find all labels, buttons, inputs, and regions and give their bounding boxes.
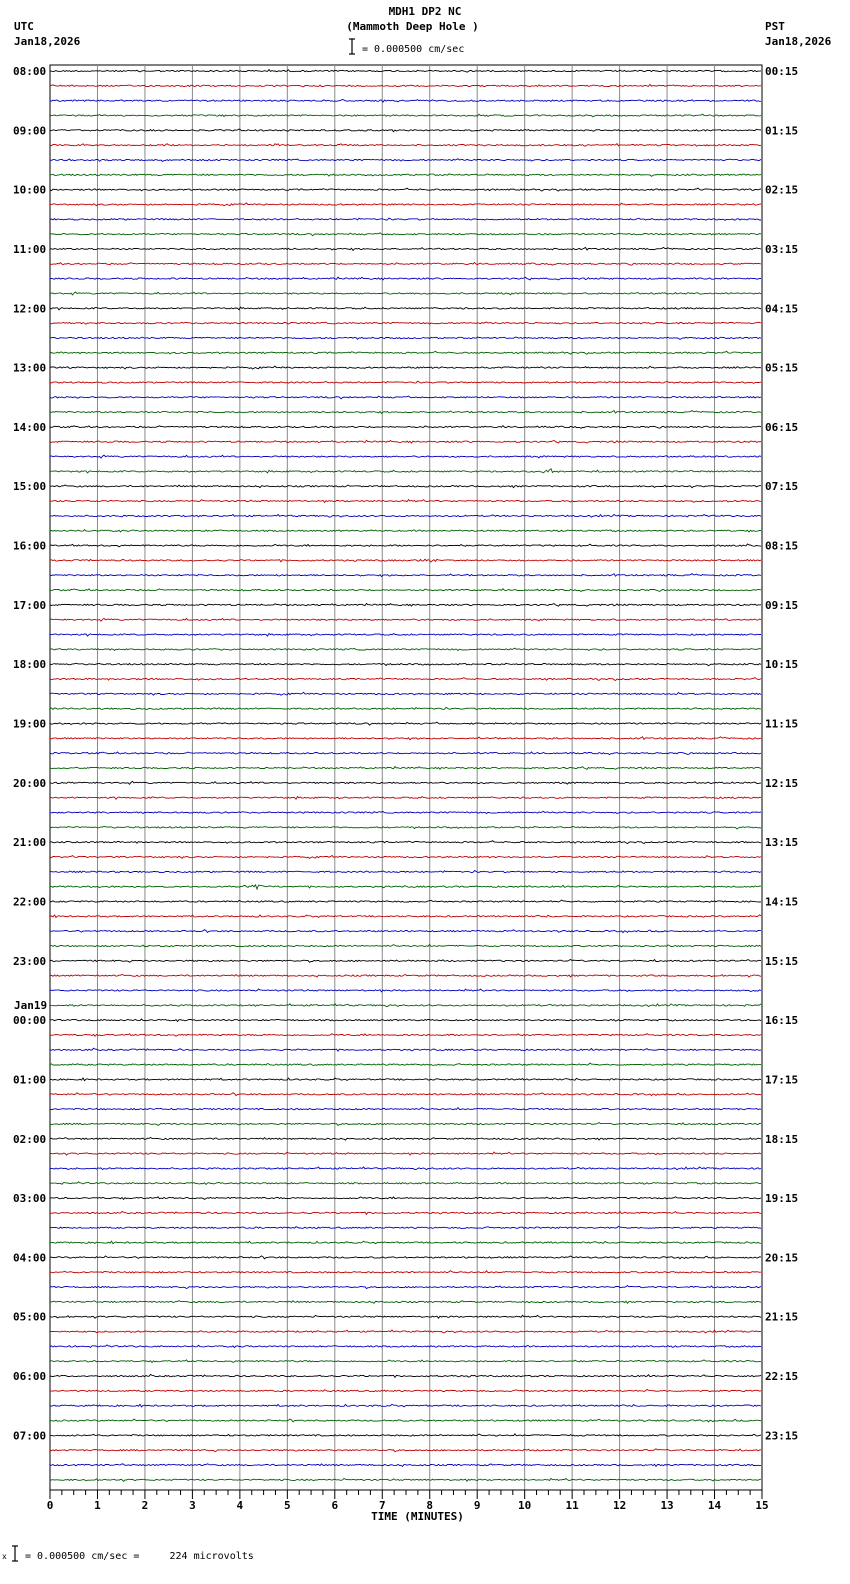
x-tick-label: 7 (378, 1499, 386, 1512)
utc-hour-label: 19:00 (13, 717, 47, 731)
trace-line (50, 633, 761, 636)
trace-line (50, 722, 761, 725)
trace-line (50, 871, 761, 873)
trace-line (50, 129, 761, 132)
x-axis-label: TIME (MINUTES) (371, 1510, 464, 1523)
trace-line (50, 1108, 761, 1110)
x-tick-label: 14 (707, 1499, 722, 1512)
trace-line (50, 100, 761, 103)
x-tick-label: 8 (426, 1499, 434, 1512)
pst-hour-label: 07:15 (765, 480, 799, 494)
trace-line (50, 1375, 761, 1378)
trace-line (50, 277, 761, 280)
trace-line (50, 1004, 761, 1007)
trace-line (50, 885, 761, 889)
trace-line (50, 426, 761, 429)
left-date: Jan18,2026 (14, 35, 81, 48)
station-location: (Mammoth Deep Hole ) (346, 20, 479, 33)
x-tick-label: 13 (660, 1499, 674, 1512)
pst-hour-label: 02:15 (765, 183, 799, 197)
trace-line (50, 1167, 761, 1170)
utc-hour-label: 02:00 (13, 1132, 47, 1146)
station-title: MDH1 DP2 NC (388, 5, 462, 18)
trace-line (50, 366, 761, 369)
pst-hour-label: 18:15 (765, 1132, 799, 1146)
trace-line (50, 1123, 761, 1126)
x-tick-label: 4 (236, 1499, 244, 1512)
trace-line (50, 70, 761, 73)
trace-line (50, 1093, 761, 1096)
trace-line (50, 618, 761, 621)
x-tick-label: 12 (612, 1499, 627, 1512)
trace-line (50, 218, 761, 220)
trace-line (50, 174, 761, 176)
trace-line (50, 188, 761, 191)
scale-text: = 0.000500 cm/sec (362, 44, 465, 55)
trace-line (50, 1434, 761, 1436)
trace-line (50, 1241, 761, 1244)
x-tick-label: 6 (331, 1499, 339, 1512)
trace-line (50, 974, 761, 977)
x-tick-label: 3 (189, 1499, 196, 1512)
trace-line (50, 1034, 761, 1037)
utc-hour-label: 18:00 (13, 658, 47, 672)
trace-line (50, 945, 761, 947)
footer-scale-text: = 0.000500 cm/sec = 224 microvolts (25, 1551, 254, 1562)
trace-line (50, 144, 761, 147)
trace-line (50, 381, 761, 383)
x-tick-label: 11 (565, 1499, 579, 1512)
trace-group (50, 70, 761, 1482)
trace-line (50, 559, 761, 562)
right-date: Jan18,2026 (765, 35, 832, 48)
trace-line (50, 737, 761, 740)
utc-hour-label: 20:00 (13, 776, 47, 790)
pst-hour-label: 23:15 (765, 1429, 799, 1443)
trace-line (50, 1389, 761, 1391)
trace-line (50, 1478, 761, 1481)
trace-line (50, 455, 761, 458)
trace-line (50, 1271, 761, 1273)
trace-line (50, 692, 761, 695)
trace-line (50, 767, 761, 770)
utc-hour-label: 08:00 (13, 65, 47, 78)
pst-hour-label: 19:15 (765, 1192, 799, 1206)
x-tick-label: 0 (46, 1499, 54, 1512)
pst-hour-label: 14:15 (765, 895, 799, 909)
pst-hour-label: 16:15 (765, 1014, 799, 1028)
trace-line (50, 307, 761, 310)
trace-line (50, 1048, 761, 1051)
trace-line (50, 826, 761, 829)
trace-line (50, 159, 761, 162)
pst-hour-label: 12:15 (765, 776, 799, 790)
x-tick-label: 9 (473, 1499, 481, 1512)
utc-hour-label: 10:00 (13, 183, 47, 197)
trace-line (50, 663, 761, 665)
trace-line (50, 1138, 761, 1141)
trace-line (50, 1152, 761, 1155)
trace-line (50, 1315, 761, 1318)
trace-line (50, 752, 761, 755)
trace-line (50, 500, 761, 503)
trace-line (50, 1360, 761, 1363)
trace-line (50, 114, 761, 117)
utc-hour-label: 15:00 (13, 480, 47, 494)
trace-line (50, 1256, 761, 1259)
right-timezone: PST (765, 20, 785, 33)
utc-hour-label: 14:00 (13, 420, 47, 434)
utc-hour-label: 06:00 (13, 1370, 47, 1384)
pst-hour-label: 21:15 (765, 1310, 799, 1324)
pst-hour-label: 01:15 (765, 124, 799, 138)
utc-hour-label: 11:00 (13, 242, 47, 256)
trace-line (50, 648, 761, 650)
trace-line (50, 1182, 761, 1185)
x-tick-label: 2 (141, 1499, 149, 1512)
trace-line (50, 856, 761, 859)
pst-hour-label: 08:15 (765, 539, 799, 553)
trace-line (50, 1063, 761, 1065)
trace-line (50, 1197, 761, 1200)
trace-line (50, 900, 761, 902)
x-tick-label: 1 (94, 1499, 101, 1512)
trace-line (50, 1211, 761, 1214)
trace-line (50, 1286, 761, 1289)
pst-hour-label: 04:15 (765, 302, 799, 316)
utc-hour-label: 22:00 (13, 895, 47, 909)
trace-line (50, 292, 761, 295)
pst-hour-label: 00:15 (765, 65, 799, 78)
trace-line (50, 930, 761, 933)
trace-line (50, 322, 761, 324)
utc-hour-label: 07:00 (13, 1429, 47, 1443)
utc-hour-label: 16:00 (13, 539, 47, 553)
x-tick-label: 10 (518, 1499, 532, 1512)
pst-hour-label: 13:15 (765, 836, 799, 850)
trace-line (50, 1345, 761, 1348)
utc-hour-label: 00:00 (13, 1014, 47, 1028)
trace-line (50, 233, 761, 236)
date-change-label: Jan19 (14, 999, 48, 1013)
trace-line (50, 1419, 761, 1422)
trace-line (50, 989, 761, 992)
pst-hour-label: 03:15 (765, 242, 799, 256)
trace-line (50, 1301, 761, 1304)
footer-scale-bar-icon (2, 1545, 20, 1563)
pst-hour-label: 09:15 (765, 598, 799, 612)
utc-hour-label: 13:00 (13, 361, 47, 375)
trace-line (50, 544, 761, 547)
trace-line (50, 781, 761, 784)
trace-line (50, 1404, 761, 1407)
trace-line (50, 841, 761, 844)
trace-line (50, 959, 761, 962)
utc-hour-label: 04:00 (13, 1251, 47, 1265)
pst-hour-label: 10:15 (765, 658, 799, 672)
trace-line (50, 411, 761, 414)
pst-hour-label: 17:15 (765, 1073, 799, 1087)
utc-hour-label: 21:00 (13, 836, 47, 850)
utc-hour-label: 01:00 (13, 1073, 47, 1087)
trace-line (50, 337, 761, 340)
utc-hour-label: 05:00 (13, 1310, 47, 1324)
trace-line (50, 915, 761, 918)
trace-line (50, 514, 761, 517)
pst-hour-label: 05:15 (765, 361, 799, 375)
x-tick-label: 15 (755, 1499, 769, 1512)
svg-text:x: x (2, 1552, 7, 1561)
trace-line (50, 1226, 761, 1228)
trace-line (50, 589, 761, 592)
utc-hour-label: 12:00 (13, 302, 47, 316)
trace-line (50, 1078, 761, 1081)
pst-hour-label: 22:15 (765, 1370, 799, 1384)
trace-line (50, 84, 761, 87)
trace-line (50, 1330, 761, 1333)
trace-line (50, 440, 761, 443)
pst-hour-label: 06:15 (765, 420, 799, 434)
trace-line (50, 247, 761, 250)
pst-hour-label: 11:15 (765, 717, 799, 731)
trace-line (50, 603, 761, 606)
utc-hour-label: 09:00 (13, 124, 47, 138)
trace-line (50, 1449, 761, 1452)
trace-line (50, 469, 761, 473)
trace-line (50, 263, 761, 266)
trace-line (50, 574, 761, 577)
utc-hour-label: 23:00 (13, 954, 47, 968)
time-axis (47, 1490, 769, 1512)
trace-line (50, 396, 761, 399)
trace-line (50, 485, 761, 488)
trace-line (50, 530, 761, 532)
utc-hour-label: 03:00 (13, 1192, 47, 1206)
pst-hour-label: 15:15 (765, 954, 799, 968)
trace-line (50, 707, 761, 709)
pst-hour-label: 20:15 (765, 1251, 799, 1265)
x-tick-label: 5 (284, 1499, 291, 1512)
utc-hour-label: 17:00 (13, 598, 47, 612)
trace-line (50, 811, 761, 813)
trace-line (50, 351, 761, 354)
trace-line (50, 203, 761, 206)
trace-line (50, 1019, 761, 1021)
trace-line (50, 678, 761, 681)
trace-line (50, 797, 761, 800)
trace-line (50, 1464, 761, 1467)
left-timezone: UTC (14, 20, 34, 33)
